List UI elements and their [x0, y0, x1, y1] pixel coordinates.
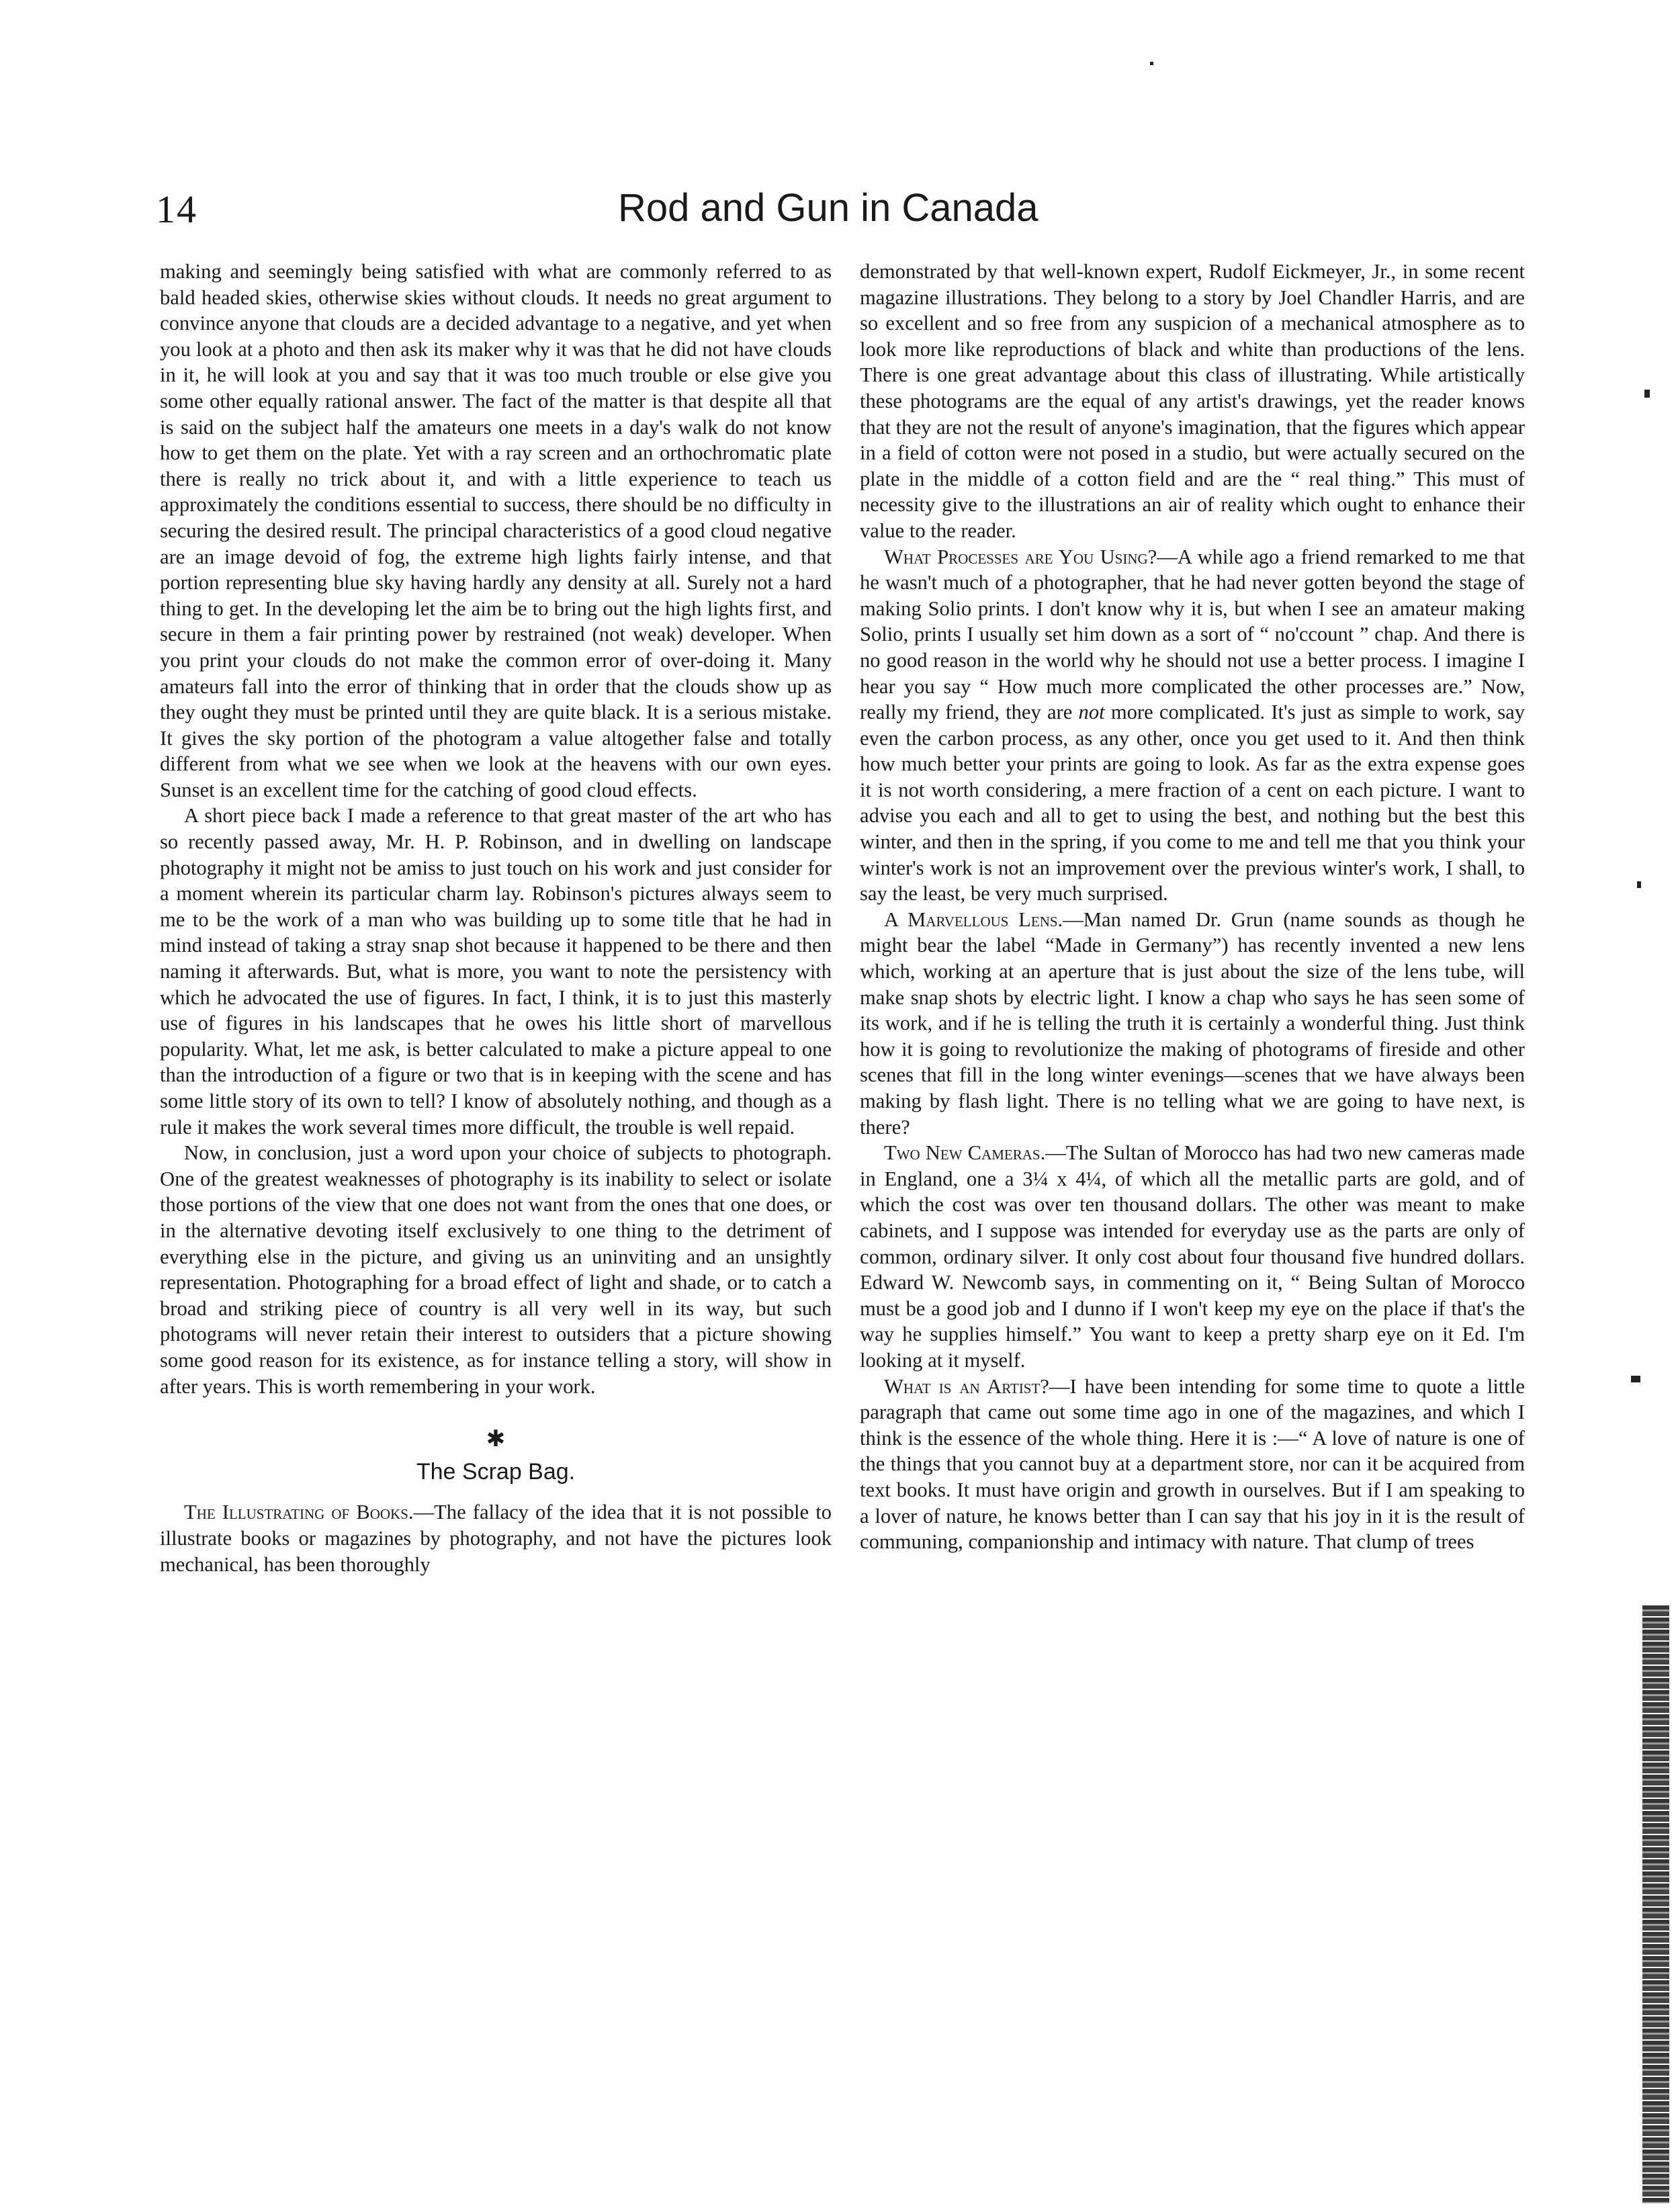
- paragraph-text: —I have been intending for some time to quote a little paragraph that came out some time ago in one of the magazines, and which I think is the essence of the whole thing. Here it is :—“ A love of nature is one of the things that you cannot buy at a department store, nor can it be acquired from text books. It must have origin and growth in ourselves. But if I am speaking to a lover of nature, he knows better than I can say that his joy in it is the result of communing, companionship and intimacy with nature. That clump of trees: [860, 1374, 1525, 1554]
- paragraph-text: more complicated. It's just as simple to work, say even the carbon process, as any other, once you get used to it. And then think how much better your prints are going to look. As far as the extra expense goes it is not worth considering, a mere fraction of a cent on each picture. I want to advise you each and all to get to using the best, and nothing but the best this winter, and then in the spring, if you come to me and tell me that you think your winter's work is not an improvement over the previous winter's work, I shall, to say the least, be very much surprised.: [860, 701, 1525, 905]
- section-heading: The Scrap Bag.: [416, 1458, 576, 1485]
- emphasis: not: [1078, 701, 1105, 724]
- run-in-heading: What Processes are You Using?: [884, 545, 1157, 568]
- run-in-heading: A Marvellous Lens.: [884, 908, 1063, 931]
- paragraph: [860, 544, 1525, 907]
- paragraph: Now, in conclusion, just a word upon your choice of subjects to photograph. One of the greatest weaknesses of photography is its inability to select or isolate those portions of the view that one does not want from the ones that one does, or in the alternative devoting itself exclusively to one thing to the detriment of everything else in the picture, and giving us an uninviting and an unsightly representation. Photographing for a broad effect of light and shade, or to catch a broad and striking piece of country is all very well in its way, but such photograms will never retain their interest to outsiders that a picture showing some good reason for its existence, as for instance telling a story, will show in after years. This is worth remembering in your work.: [160, 1141, 832, 1398]
- paragraph: making and seemingly being satisfied with what are commonly referred to as bald headed skies, otherwise skies without clouds. It needs no great argument to convince anyone that clouds are a decided advantage to a negative, and yet when you look at a photo and then ask its maker why it was that he did not have clouds in it, he will look at you and say that it was too much trouble or else give you some other equally rational answer. The fact of the matter is that despite all that is said on the subject half the amateurs one meets in a day's walk do not know how to get them on the plate. Yet with a ray screen and an orthochromatic plate there is really no trick about it, and with a little experience to teach us approximately the conditions essential to success, there should be no difficulty in securing the desired result. The principal characteristics of a good cloud negative are an image devoid of fog, the extreme high lights fairly intense, and that portion representing blue sky having hardly any density at all. Surely not a hard thing to get. In the developing let the aim be to bring out the high lights first, and secure in them a fair printing power by restrained (not weak) developer. When you print your clouds do not make the common error of over-doing it. Many amateurs fall into the error of thinking that in order that the clouds show up as they ought they must be printed until they are quite black. It is a serious mistake. It gives the sky portion of the photogram a value altogether false and totally different from what we see when we look at the heavens with our own eyes. Sunset is an excellent time for the catching of good cloud effects.: [160, 260, 832, 801]
- paragraph: [860, 1140, 1525, 1373]
- run-in-heading: The Illustrating of Books.: [184, 1501, 414, 1524]
- paragraph-text: —Man named Dr. Grun (name sounds as though he might bear the label “Made in Germany”) has recently invented a new lens which, working at an aperture that is just about the size of the lens tube, will make snap shots by electric light. I know a chap who says he has seen some of its work, and if he is telling the truth it is certainly a wonderful thing. Just think how it is going to revolutionize the making of photograms of fireside and other scenes that fill in the long winter evenings—scenes that we have always been making by flash light. There is no telling what we are going to have next, is there?: [860, 908, 1525, 1139]
- paragraph: [860, 1374, 1525, 1555]
- run-in-heading: What is an Artist?: [884, 1374, 1049, 1398]
- right-column: [860, 259, 1525, 1555]
- run-in-heading: Two New Cameras.: [884, 1141, 1046, 1165]
- paragraph-text: —The fallacy of the idea that it is not possible to illustrate books or magazines by photography, and not have the pictures look mechanical, has been thoroughly: [160, 1501, 832, 1576]
- ornament-icon: ✱: [486, 1425, 506, 1453]
- paragraph: A short piece back I made a reference to that great master of the art who has so recently passed away, Mr. H. P. Robinson, and in dwelling on landscape photography it might not be amiss to just touch on his work and just consider for a moment wherein its particular charm lay. Robinson's pictures always seem to me to be the work of a man who was building up to some title that he had in mind instead of taking a stray snap shot because it happened to be there and then naming it afterwards. But, what is more, you want to note the persistency with which he advocated the use of figures. In fact, I think, it is to just this masterly use of figures in his landscapes that he owes his little short of marvellous popularity. What, let me ask, is better calculated to make a picture appeal to one than the introduction of a figure or two that is in keeping with the scene and has some little story of its own to tell? I know of absolutely nothing, and though as a rule it makes the work several times more difficult, the trouble is well repaid.: [160, 804, 832, 1139]
- left-column: [160, 259, 832, 1577]
- scan-speck: [1150, 62, 1153, 65]
- scan-edge-shadow: [1642, 1605, 1669, 2203]
- scan-speck: [1644, 390, 1650, 398]
- page-number: 14: [156, 187, 197, 231]
- scan-speck: [1637, 881, 1641, 888]
- paragraph-text: —The Sultan of Morocco has had two new cameras made in England, one a 3¼ x 4¼, of which all the metallic parts are gold, and of which the cost was over ten thousand dollars. The other was meant to make cabinets, and I suppose was intended for everyday use as the parts are only of common, ordinary silver. It only cost about four thousand five hundred dollars. Edward W. Newcomb says, in commenting on it, “ Being Sultan of Morocco must be a good job and I dunno if I won't keep my eye on the place if that's the way he supplies himself.” You want to keep a pretty sharp eye on it Ed. I'm looking at it myself.: [860, 1141, 1525, 1372]
- paragraph: demonstrated by that well-known expert, Rudolf Eickmeyer, Jr., in some recent magazine illustrations. They belong to a story by Joel Chandler Harris, and are so excellent and so free from any suspicion of a mechanical atmosphere as to look more like reproductions of black and white than productions of the lens. There is one great advantage about this class of illustrating. While artistically these photograms are the equal of any artist's drawings, yet the reader knows that they are not the result of anyone's imagination, that the figures which appear in a field of cotton were not posed in a studio, but were actually secured on the plate in the middle of a cotton field and are the “ real thing.” This must of necessity give to the illustrations an air of reality which ought to enhance their value to the reader.: [860, 260, 1525, 542]
- paragraph: [860, 907, 1525, 1140]
- paragraph: [160, 1499, 832, 1577]
- paragraph-text: —A while ago a friend remarked to me that he wasn't much of a photographer, that he had never gotten beyond the stage of making Solio prints. I don't know why it is, but when I see an amateur making Solio, prints I usually set him down as a sort of “ no'ccount ” chap. And there is no good reason in the world why he should not use a better process. I imagine I hear you say “ How much more complicated the other processes are.” Now, really my friend, they are: [860, 545, 1525, 724]
- scan-speck: [1631, 1376, 1640, 1382]
- journal-title: Rod and Gun in Canada: [618, 186, 1039, 230]
